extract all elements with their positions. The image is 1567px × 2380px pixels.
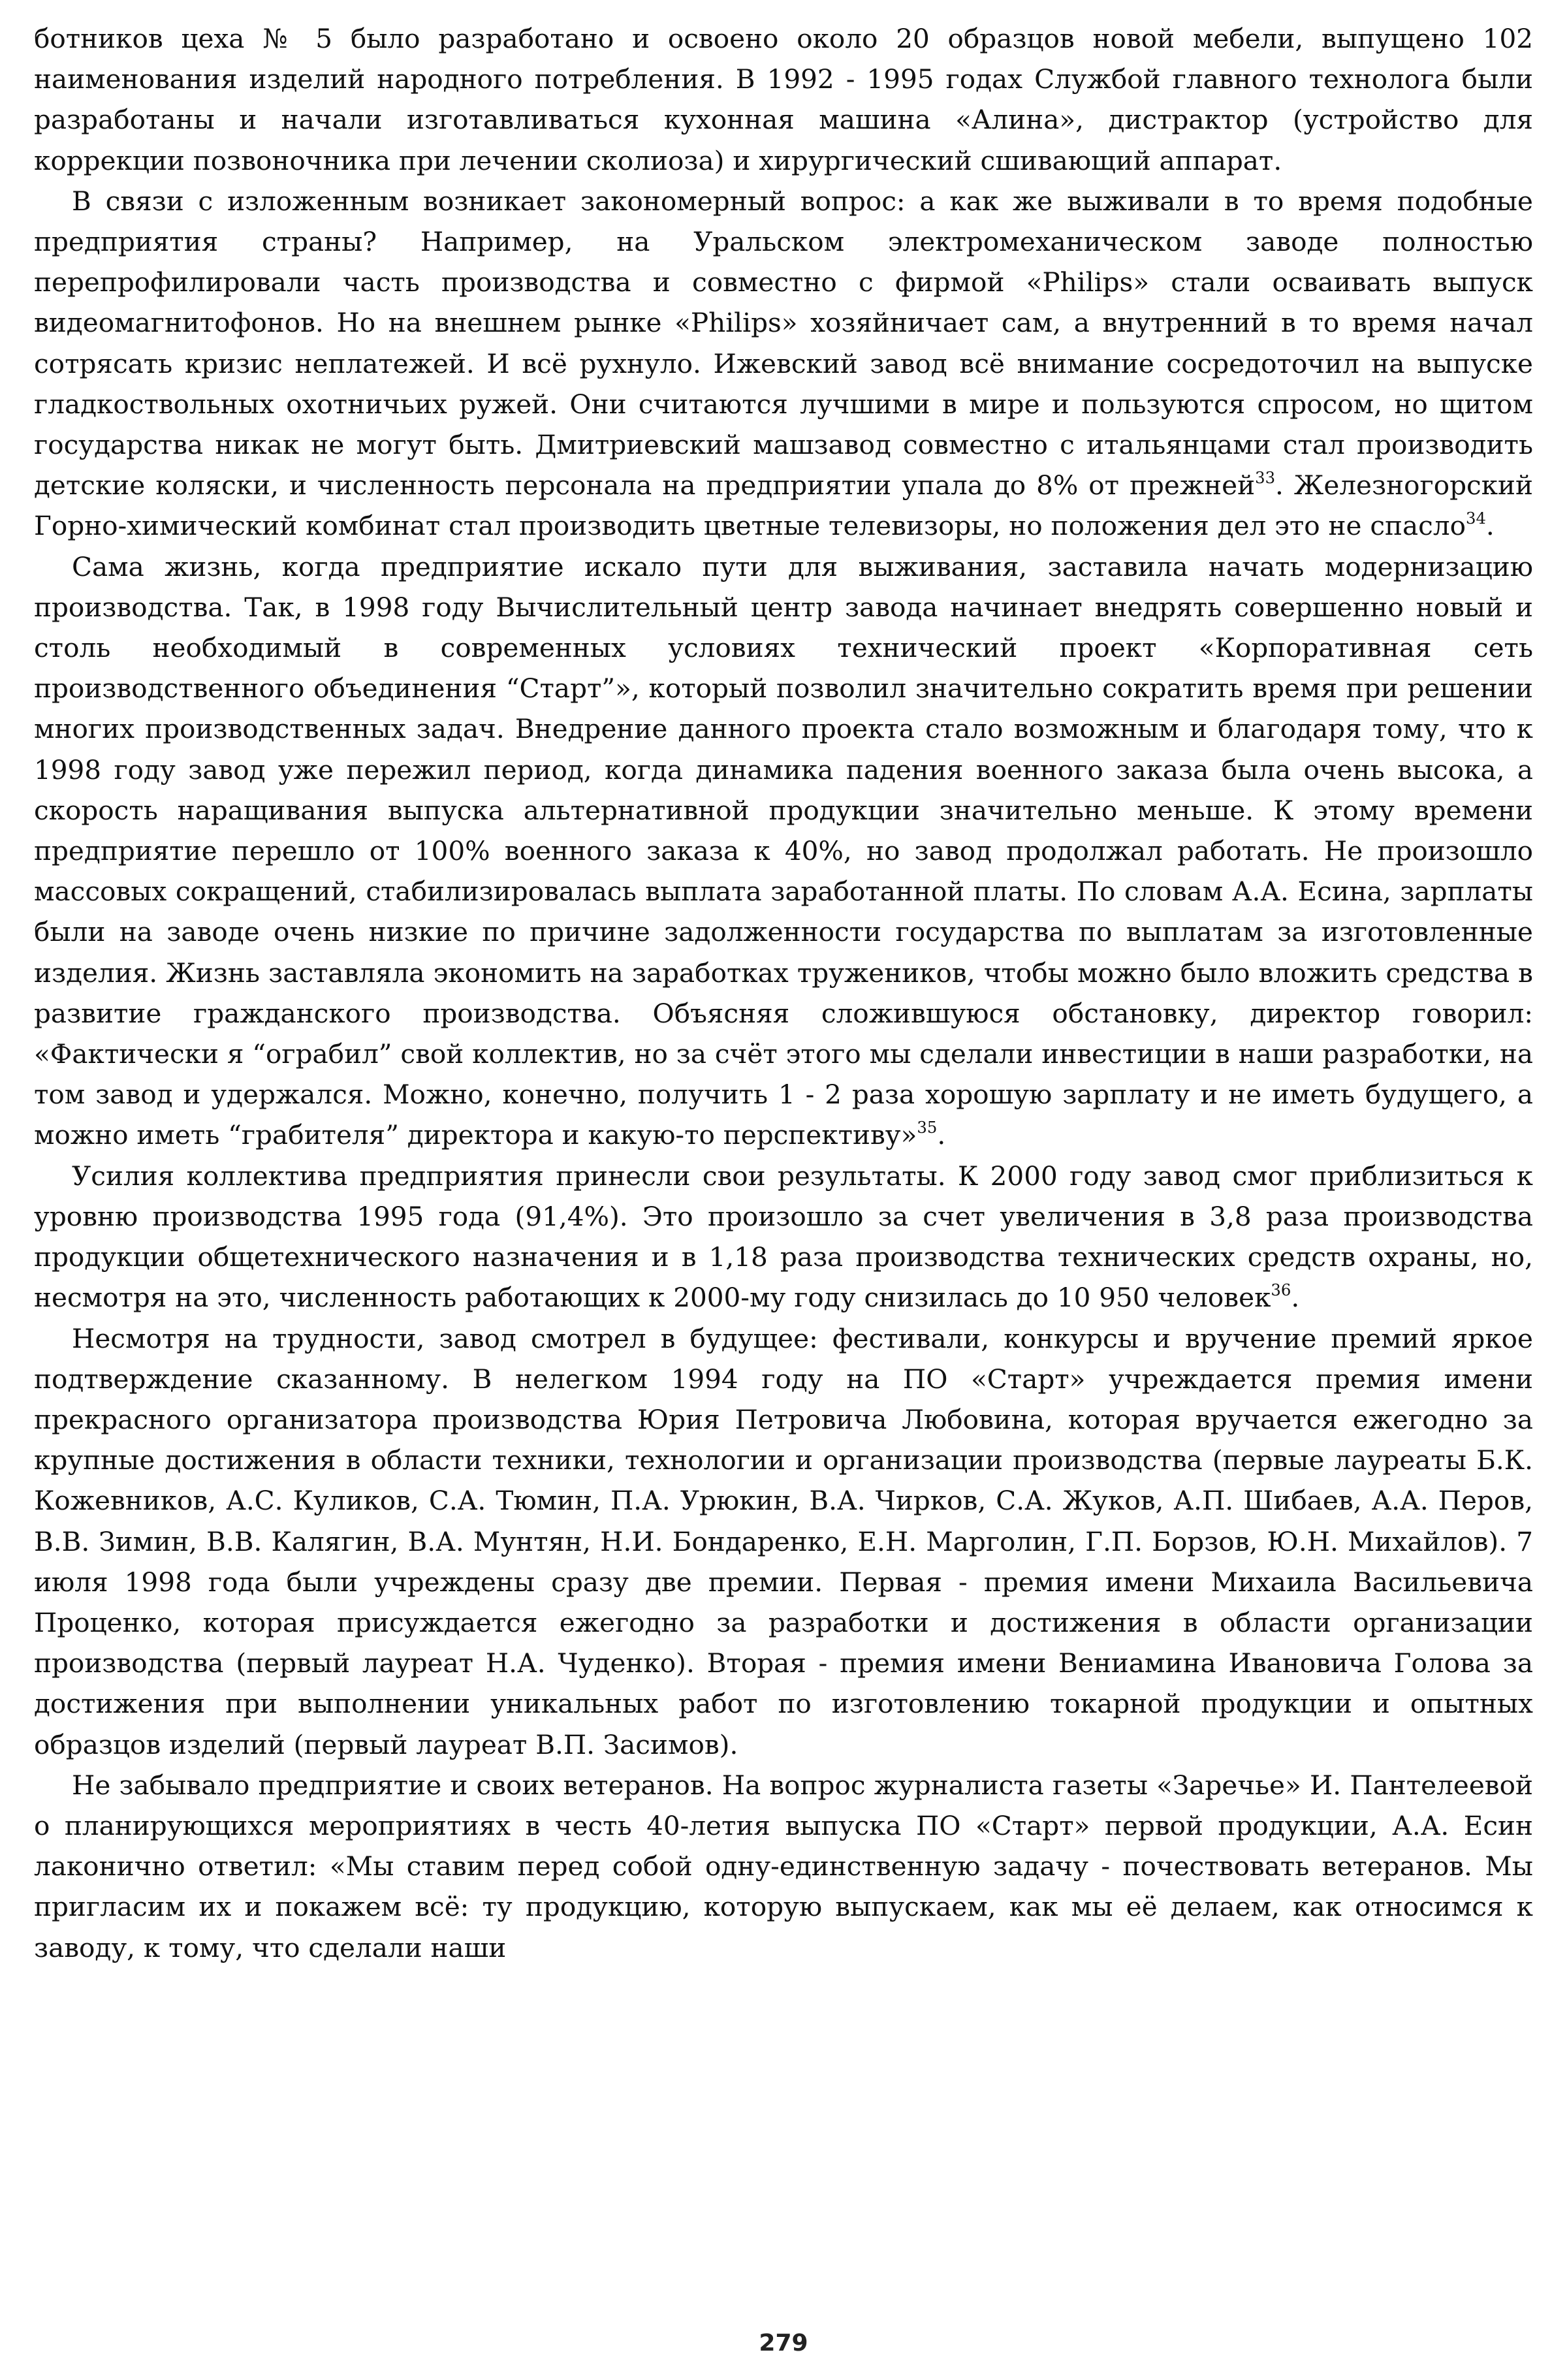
paragraph-text: Несмотря на трудности, завод смотрел в будущее: фестивали, конкурсы и вручение премий яркое подтверждение сказанному. В нелегком 1994 году на ПО «Старт» учреждается премия имени прекрасного организатора производства Юрия Петровича Любовина, которая вручается ежегодно за крупные достижения в области техники, технологии и организации производства (первые лауреаты Б.К. Кожевников, А.С. Куликов, С.А. Тюмин, П.А. Урюкин, В.А. Чирков, С.А. Жуков, А.П. Шибаев, А.А. Перов, В.В. Зимин, В.В. Калягин, В.А. Мунтян, Н.И. Бондаренко, Е.Н. Марголин, Г.П. Борзов, Ю.Н. Михайлов). 7 июля 1998 года были учреждены сразу две премии. Первая - премия имени Михаила Васильевича Проценко, которая присуждается ежегодно за разработки и достижения в области организации производства (первый лауреат Н.А. Чуденко). Вторая - премия имени Вениамина Ивановича Голова за достижения при выполнении уникальных работ по изготовлению токарной продукции и опытных образцов изделий (первый лауреат В.П. Засимов).: [34, 1322, 1533, 1760]
paragraph-text: .: [1291, 1282, 1300, 1314]
footnote-ref-33[interactable]: 33: [1255, 468, 1276, 488]
paragraph-3: [34, 547, 1533, 1156]
paragraph-text: Не забывало предприятие и своих ветеранов. На вопрос журналиста газеты «Заречье» И. Пантелеевой о планирующихся мероприятиях в честь 40-летия выпуска ПО «Старт» первой продукции, А.А. Есин лаконично ответил: «Мы ставим перед собой одну-единственную задачу - почествовать ветеранов. Мы пригласим их и покажем всё: ту продукцию, которую выпускаем, как мы её делаем, как относимся к заводу, к тому, что сделали наши: [34, 1769, 1533, 1963]
footnote-ref-35[interactable]: 35: [917, 1118, 938, 1137]
paragraph-text: Сама жизнь, когда предприятие искало пути для выживания, заставила начать модернизацию производства. Так, в 1998 году Вычислительный центр завода начинает внедрять совершенно новый и столь необходимый в современных условиях технический проект «Корпоративная сеть производственного объединения “Старт”», который позволил значительно сократить время при решении многих производственных задач. Внедрение данного проекта стало возможным и благодаря тому, что к 1998 году завод уже пережил период, когда динамика падения военного заказа была очень высока, а скорость наращивания выпуска альтернативной продукции значительно меньше. К этому времени предприятие перешло от 100% военного заказа к 40%, но завод продолжал работать. Не произошло массовых сокращений, стабилизировалась выплата заработанной платы. По словам А.А. Есина, зарплаты были на заводе очень низкие по причине задолженности государства по выплатам за изготовленные изделия. Жизнь заставляла экономить на заработках тружеников, чтобы можно было вложить средства в развитие гражданского производства. Объясняя сложившуюся обстановку, директор говорил: «Фактически я “ограбил” свой коллектив, но за счёт этого мы сделали инвестиции в наши разработки, на том завод и удержался. Можно, конечно, получить 1 - 2 раза хорошую зарплату и не иметь будущего, а можно иметь “грабителя” директора и какую-то перспективу»: [34, 550, 1533, 1151]
page-number: 279: [759, 2330, 808, 2356]
paragraph-text: . Железногорский Горно-химический комбинат стал производить цветные телевизоры, но положения дел это не спасло: [34, 469, 1533, 542]
paragraph-text: В связи с изложенным возникает закономерный вопрос: а как же выживали в то время подобные предприятия страны? Например, на Уральском электромеханическом заводе полностью перепрофилировали часть производства и совместно с фирмой «Philips» стали осваивать выпуск видеомагнитофонов. Но на внешнем рынке «Philips» хозяйничает сам, а внутренний в то время начал сотрясать кризис неплатежей. И всё рухнуло. Ижевский завод всё внимание сосредоточил на выпуске гладкоствольных охотничьих ружей. Они считаются лучшими в мире и пользуются спросом, но щитом государства никак не могут быть. Дмитриевский машзавод совместно с итальянцами стал производить детские коляски, и численность персонала на предприятии упала до 8% от прежней: [34, 185, 1533, 501]
paragraph-5: [34, 1318, 1533, 1765]
paragraph-2: [34, 181, 1533, 547]
paragraph-4: [34, 1156, 1533, 1318]
footnote-ref-36[interactable]: 36: [1271, 1280, 1291, 1300]
footnote-ref-34[interactable]: 34: [1465, 509, 1486, 528]
paragraph-text: ботников цеха № 5 было разработано и освоено около 20 образцов новой мебели, выпущено 102 наименования изделий народного потребления. В 1992 - 1995 годах Службой главного технолога были разработаны и начали изготавливаться кухонная машина «Алина», дистрактор (устройство для коррекции позвоночника при лечении сколиоза) и хирургический сшивающий аппарат.: [34, 23, 1533, 176]
paragraph-6: [34, 1765, 1533, 1968]
paragraph-text: .: [937, 1119, 946, 1151]
paragraph-1: [34, 18, 1533, 181]
body-text: [34, 18, 1533, 1968]
paragraph-text: .: [1485, 510, 1495, 542]
paragraph-text: Усилия коллектива предприятия принесли свои результаты. К 2000 году завод смог приблизиться к уровню производства 1995 года (91,4%). Это произошло за счет увеличения в 3,8 раза производства продукции общетехнического назначения и в 1,18 раза производства технических средств охраны, но, несмотря на это, численность работающих к 2000-му году снизилась до 10 950 человек: [34, 1160, 1533, 1314]
